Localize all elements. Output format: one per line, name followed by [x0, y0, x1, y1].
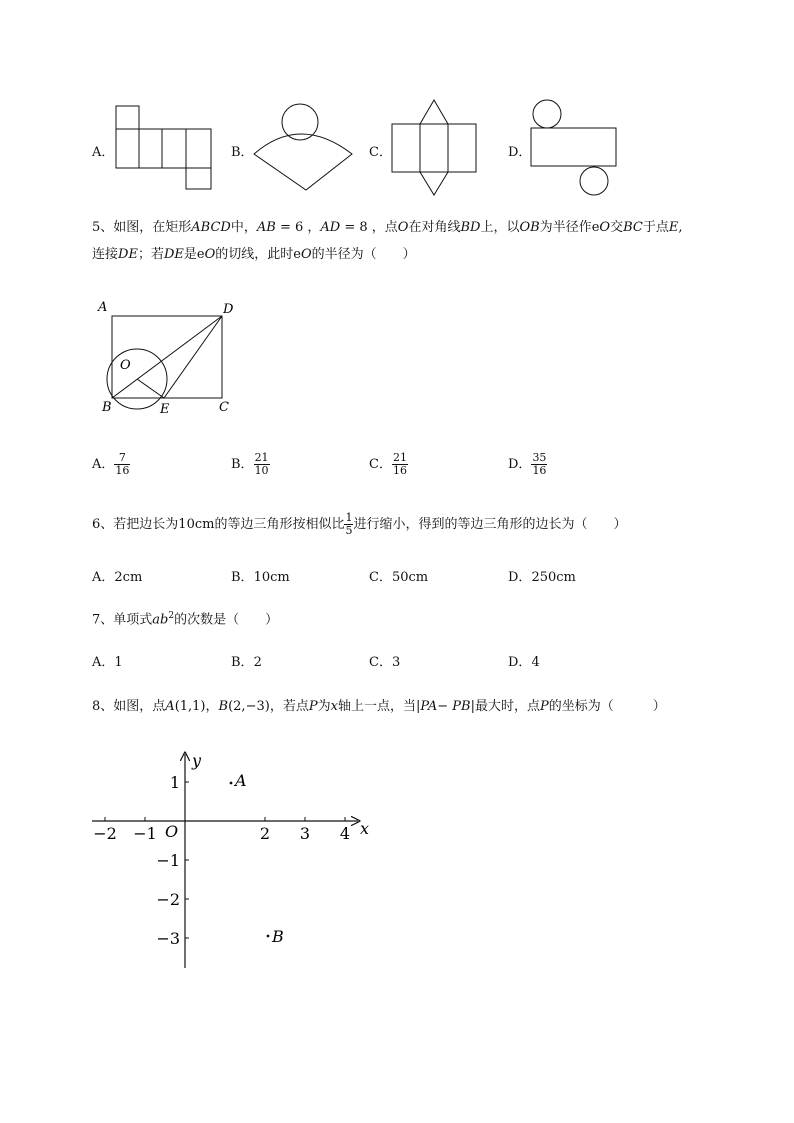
q6-option-a: A．2cm [92, 570, 143, 585]
q6-option-b: B．10cm [231, 570, 290, 585]
y-axis-label: y [192, 751, 202, 770]
q8-question: 8、如图，点A(1,1)，B(2,−3)，若点P为x轴上一点，当|PA− PB|最大时，点P的坐标为（ ） [92, 699, 666, 714]
y-tick-label: −1 [156, 851, 180, 870]
q7-option-b: B．2 [231, 655, 262, 670]
q5-label-a: A [98, 300, 108, 315]
q6-option-d: D．250cm [508, 570, 576, 585]
x-tick-label: −1 [133, 824, 157, 843]
q5-option-d: D． $\frac{35}{16}$ [508, 451, 547, 477]
point-b-label: B [272, 927, 284, 946]
y-tick-label: −2 [156, 890, 180, 909]
q7-option-d: D．4 [508, 655, 540, 670]
q7-question: 7、单项式$ab^2$的次数是（ ） [92, 611, 279, 628]
q5-figure [92, 295, 242, 420]
q4-option-d-label: D． [508, 145, 532, 160]
q7-option-a: A．1 [92, 655, 123, 670]
x-tick-label: 2 [259, 824, 271, 843]
q5-option-a: A． $\frac{7}{16}$ [92, 451, 130, 477]
q6-option-c: C．50cm [369, 570, 429, 585]
q7-option-c: C．3 [369, 655, 401, 670]
origin-label: O [165, 822, 179, 841]
q5-label-b: B [102, 400, 112, 415]
q4-option-a-figure [110, 100, 220, 192]
point-a-label: A [235, 771, 247, 790]
q6-question: 6、若把边长为10cm的等边三角形按相似比 $\frac{1}{5}$ 进行缩小，得到的等边三角形的边长为（ ） [92, 511, 627, 537]
q5-label-c: C [219, 400, 229, 415]
q5-label-d: D [223, 302, 234, 317]
q5-option-c: C． $\frac{21}{16}$ [369, 451, 407, 477]
q5-option-b: B． $\frac{21}{10}$ [231, 451, 269, 477]
q4-option-c-figure [388, 96, 480, 198]
q4-option-a-label: A． [92, 145, 115, 160]
y-tick-label: −3 [156, 929, 180, 948]
x-tick-label: 3 [299, 824, 311, 843]
point-a-dot [230, 782, 233, 785]
q5-label-e: E [160, 402, 170, 417]
y-tick-label: 1 [169, 773, 180, 792]
q5-line-2: 连接DE；若DE是eO的切线，此时eO的半径为（ ） [92, 247, 416, 262]
q5-label-o: O [120, 358, 131, 373]
q5-line-1: 5、如图，在矩形ABCD中，AB = 6 ，AD = 8 ，点O在对角线BD上，以OB为半径作eO交BC于点E, [92, 220, 683, 235]
q8-coordinate-graph [80, 748, 380, 976]
q4-option-b-label: B． [231, 145, 254, 160]
q4-option-c-label: C． [369, 145, 392, 160]
x-tick-label: 4 [339, 824, 351, 843]
q4-option-b-figure [248, 100, 363, 195]
x-axis-label: x [360, 819, 370, 838]
x-tick-label: −2 [93, 824, 117, 843]
point-b-dot [267, 935, 270, 938]
q4-option-d-figure [527, 96, 622, 198]
